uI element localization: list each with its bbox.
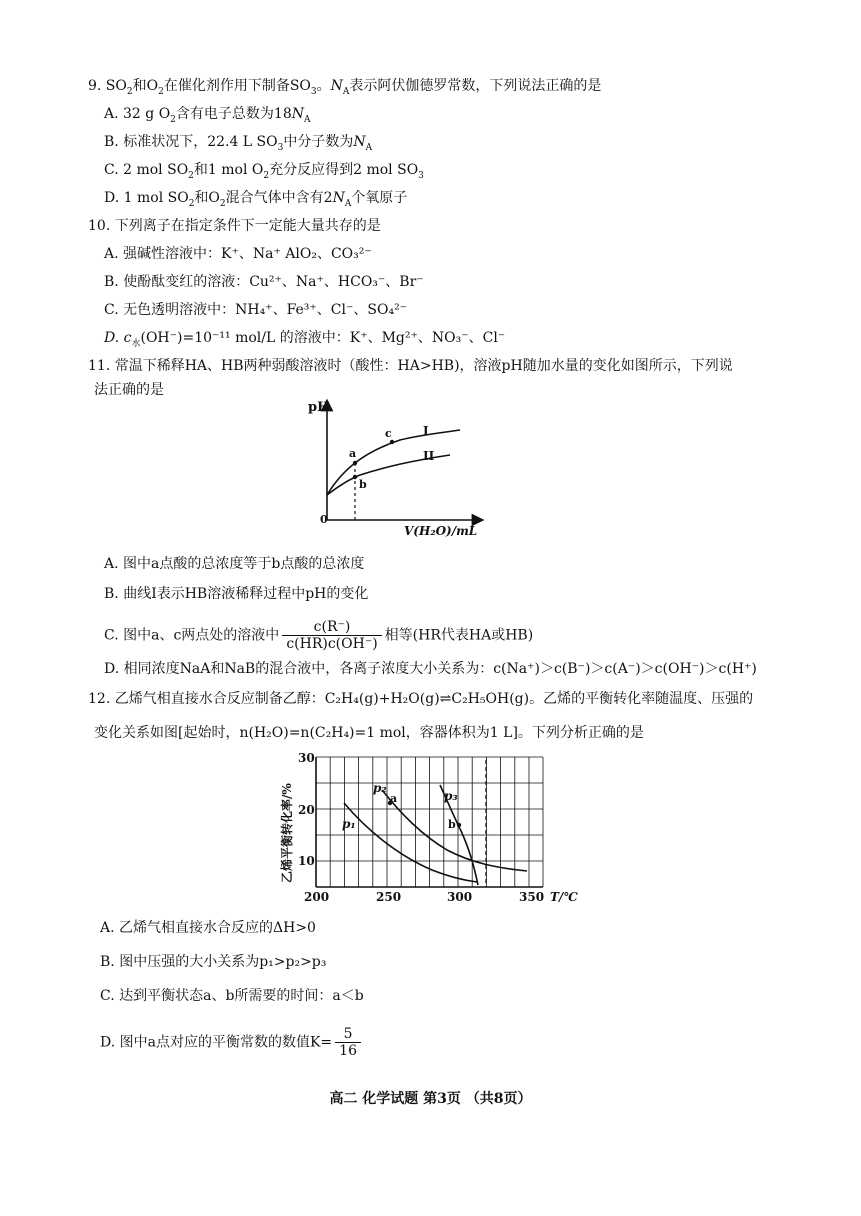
q12-y-tick-10: 10 [298,854,315,868]
q9-option-b-text: B. 标准状况下，22.4 L SO [104,134,278,150]
q11-curve-I-label: I [423,424,429,438]
q12-option-a: A. 乙烯气相直接水合反应的ΔH>0 [100,920,316,936]
q11-point-b-marker [353,475,357,479]
q9-option-d-text: 和O [194,190,220,206]
q12-option-d [100,1026,364,1059]
q12-fraction-numerator: 5 [335,1026,361,1043]
q9-option-a-text: A. 32 g O [104,106,171,122]
q9-stem: 9. $SO_2$和$O_2$在催化剂作用下制备$SO_3$。$N_A$表示阿伏伽德罗常数，下列说法正确的是 [88,78,602,97]
q12-p2-label: p₂ [373,781,387,795]
q12-option-d-fraction [335,1026,361,1059]
q11-option-c-text: C. 图中a、c两点处的溶液中 [104,627,280,644]
q11-option-c [104,619,533,652]
q12-x-tick-250: 250 [376,890,402,904]
q9-option-a: A. 32 g $O_2$含有电子总数为$18N_A$ [104,106,311,125]
q12-p3-label: p₃ [444,789,458,803]
q12-x-tick-200: 200 [304,890,330,904]
q12-option-c: C. 达到平衡状态a、b所需要的时间：a＜b [100,988,364,1004]
q12-x-tick-350: 350 [519,890,545,904]
q11-point-c-label: c [385,427,392,440]
q11-option-c-fraction [282,619,381,652]
q11-fraction-numerator: c(R⁻) [282,619,381,636]
q12-point-b-label: b [448,818,456,831]
q11-option-d: D. 相同浓度NaA和NaB的混合液中，各离子浓度大小关系为：c(Na⁺)＞c(B⁻)＞c(A⁻)＞c(OH⁻)＞c(H⁺) [104,661,757,677]
q9-option-b: B. 标准状况下，22.4 L $SO_3$中分子数为$N_A$ [104,134,373,153]
q9-option-c-text: 和1 mol O [193,162,264,178]
q11-stem-line1: 11. 常温下稀释HA、HB两种弱酸溶液时（酸性：HA>HB)，溶液pH随加水量的变化如图所示，下列说 [88,358,733,374]
q11-y-label: pH [308,400,330,415]
q11-curve-I [327,430,460,495]
q11-stem-line2: 法正确的是 [94,382,164,398]
q9-stem-text: 在催化剂作用下制备SO [163,78,311,94]
q11-point-a-marker [353,461,357,465]
q9-option-d-text: 混合气体中含有2 [225,190,333,206]
q11-point-c-marker [390,440,394,444]
q10-option-a: A. 强碱性溶液中：K⁺、Na⁺ AlO₂、CO₃²⁻ [104,246,372,262]
q10-option-d [104,329,505,353]
q12-stem-line1: 12. 乙烯气相直接水合反应制备乙醇：C₂H₄(g)+H₂O(g)⇌C₂H₅OH(g)。乙烯的平衡转化率随温度、压强的 [88,691,754,707]
q11-fraction-denominator: c(HR)c(OH⁻) [286,636,378,652]
q11-point-b-label: b [359,478,367,491]
q12-y-label: 乙烯平衡转化率/% [280,783,294,883]
q9-option-d-text: 个氧原子 [351,190,408,206]
q12-y-tick-20: 20 [298,803,315,817]
q10-option-d-sub: 水 [131,338,141,349]
q11-point-a-label: a [349,447,357,460]
q9-option-d-text: D. 1 mol SO [104,190,189,206]
q9-option-c-text: C. 2 mol SO [104,162,189,178]
q10-option-d-text: (OH⁻)=10⁻¹¹ mol/L 的溶液中：K⁺、Mg²⁺、NO₃⁻、Cl⁻ [140,330,506,346]
q12-stem-line2: 变化关系如图[起始时，n(H₂O)=n(C₂H₄)=1 mol，容器体积为1 L]。下列分析正确的是 [94,725,644,741]
q12-p1-label: p₁ [342,817,356,831]
q10-option-c: C. 无色透明溶液中：NH₄⁺、Fe³⁺、Cl⁻、SO₄²⁻ [104,302,408,318]
q12-y-tick-30: 30 [298,751,315,765]
q9-stem-text: 表示阿伏伽德罗常数，下列说法正确的是 [349,78,602,94]
q9-option-a-text: 含有电子总数为18 [175,106,292,122]
q9-option-d: D. 1 mol $SO_2$和$O_2$混合气体中含有$2N_A$个氧原子 [104,190,408,209]
q12-fraction-denominator: 16 [339,1043,357,1059]
q11-ph-dilution-graph [300,395,490,540]
q11-option-a: A. 图中a点酸的总浓度等于b点酸的总浓度 [104,556,365,572]
q10-option-d-text: D. c [104,330,132,346]
q12-point-a-label: a [390,792,398,805]
q9-option-c: C. 2 mol $SO_2$和1 mol $O_2$充分反应得到2 mol $SO_3$ [104,162,424,181]
q11-option-b: B. 曲线I表示HB溶液稀释过程中pH的变化 [104,586,369,602]
q12-x-label: T/℃ [550,890,578,904]
q12-option-d-text: D. 图中a点对应的平衡常数的数值K= [100,1034,333,1051]
q12-option-b: B. 图中压强的大小关系为p₁>p₂>p₃ [100,954,327,970]
q9-option-b-text: 中分子数为 [283,134,354,150]
q9-stem-text: 9. SO [88,78,127,94]
q10-option-b: B. 使酚酞变红的溶液：Cu²⁺、Na⁺、HCO₃⁻、Br⁻ [104,274,424,290]
q9-option-c-text: 充分反应得到2 mol SO [269,162,419,178]
q11-origin-label: 0 [320,513,328,526]
page-footer: 高二 化学试题 第3页 （共8页） [329,1091,532,1107]
q10-stem: 10. 下列离子在指定条件下一定能大量共存的是 [88,218,381,234]
q9-stem-text: 。 [316,78,331,94]
q12-x-tick-300: 300 [447,890,473,904]
q9-stem-text: N [330,78,343,94]
q11-option-c-text: 相等(HR代表HA或HB) [384,627,534,644]
q12-conversion-graph [272,745,592,907]
q12-point-b-marker [457,823,461,827]
q11-curve-II-label: II [423,449,435,463]
q9-stem-text: 和O [132,78,159,94]
q11-x-label: V(H₂O)/mL [404,524,478,538]
q12-curve-p1 [344,803,477,882]
